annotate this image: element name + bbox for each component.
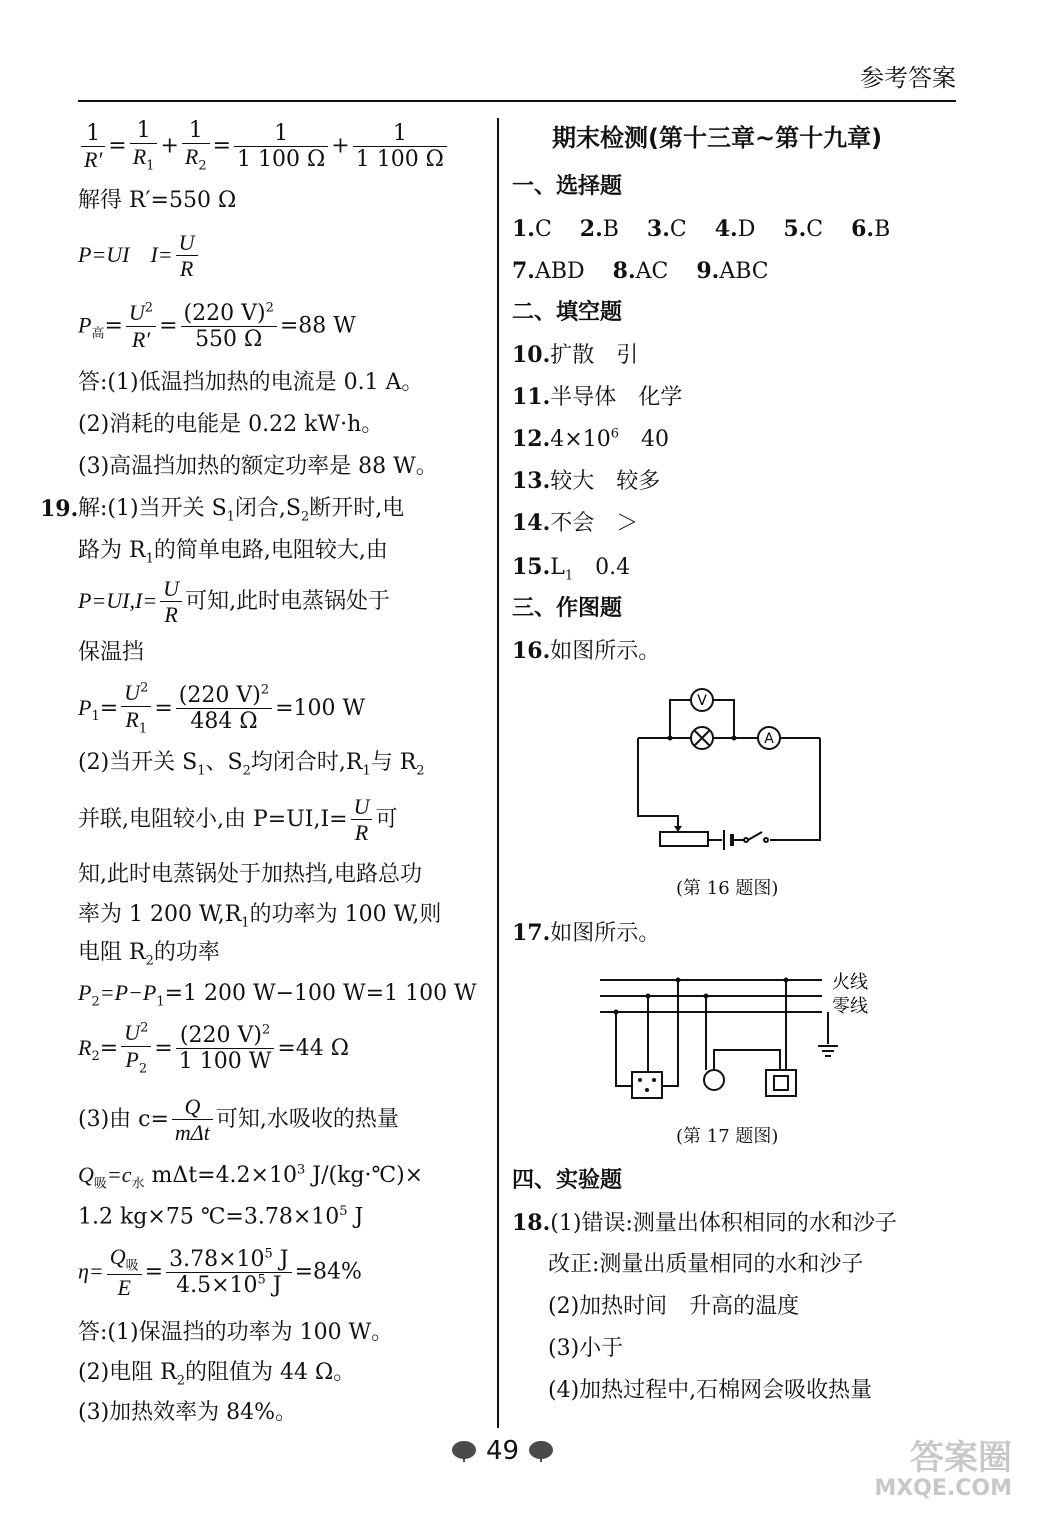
q19-line: 路为 $R_1$的简单电路,电阻较大,由 (78, 538, 388, 567)
figure-caption: (第 17 题图) (676, 1126, 779, 1147)
mc-answers-row: 7.ABD 8.AC 9.ABC (512, 258, 769, 284)
answer-item: 改正:测量出质量相同的水和沙子 (548, 1252, 864, 1277)
q19-line: 知,此时电蒸锅处于加热挡,电路总功 (78, 862, 422, 887)
svg-text:火线: 火线 (832, 972, 868, 993)
answer-line: (2)电阻 $R_2$的阻值为 44 Ω。 (78, 1360, 356, 1389)
answer-item: 18.(1)错误:测量出体积相同的水和沙子 (512, 1210, 897, 1236)
svg-text:V: V (697, 693, 707, 709)
equation-heat-2: 1.2 kg×75 $℃=3.78\times 10^5$ J (78, 1204, 364, 1230)
answer-item: (3)小于 (548, 1336, 624, 1361)
answer-item: 17.如图所示。 (512, 920, 661, 946)
answer-line: (2)消耗的电能是 0.22 kW·h。 (78, 412, 384, 437)
leaf-icon (527, 1439, 555, 1463)
equation-p-high: $P_高=$ $\frac{U^2}{R'}$ = $\frac{(220 V)^2}{550 \Omega}$ =88 W (78, 300, 356, 353)
answer-item: (2)加热时间 升高的温度 (548, 1294, 800, 1319)
equation-p2: $P_2=P-P_1=1$ 200 W−100 W=1 100 W (78, 980, 477, 1010)
q19-line: 保温挡 (78, 640, 145, 665)
wiring-diagram-17 (590, 966, 890, 1106)
q19-line: 解:(1)当开关 $S_1$闭合$,S_2$断开时,电 (78, 496, 405, 525)
q19-line: P=UI,I= $\frac{U}{R}$ 可知,此时电蒸锅处于 (78, 576, 391, 628)
answer-item: (4)加热过程中,石棉网会吸收热量 (548, 1378, 873, 1403)
answer-line: 答:(1)保温挡的功率为 100 W。 (78, 1320, 394, 1345)
section-heading: 二、填空题 (512, 300, 623, 325)
answer-item: 16.如图所示。 (512, 638, 661, 664)
page-number (450, 1436, 555, 1466)
mc-answers-row: 1.C 2.B 3.C 4.D 5.C 6.B (512, 216, 891, 242)
q19-line: 电阻 $R_2$的功率 (78, 940, 220, 969)
column-divider (497, 118, 499, 1428)
q19-line: (2)当开关 $S_1$、$S_2$均闭合时$,R_1$与 $R_2$ (78, 750, 425, 779)
page-number-text: 49 (486, 1436, 520, 1466)
equation-parallel-resistance: $\frac{1}{R'}$ = $\frac{1}{R_1}$ + $\frac{1}{R_2}$ = $\frac{1}{1 100 \Omega}$ + $\frac{1}{1 100 \Omega}$ (78, 118, 450, 175)
equation-efficiency: η= $\frac{Q_吸}{E}$ = $\frac{3.78\times 10^5 J}{4.5\times 10^5 J}$ =84% (78, 1244, 362, 1301)
watermark: 答案圈 MXQE.COM (874, 1438, 1012, 1502)
answer-item: 10.扩散 引 (512, 342, 639, 368)
circuit-diagram-16 (620, 680, 840, 860)
answer-item: 14.不会 ＞ (512, 510, 639, 536)
answer-line: 答:(1)低温挡加热的电流是 0.1 A。 (78, 370, 424, 395)
q19-line: (3)由 c= $\frac{Q}{\text{mΔt}}$ 可知,水吸收的热量 (78, 1094, 399, 1146)
section-heading: 四、实验题 (512, 1168, 623, 1193)
svg-text:零线: 零线 (832, 996, 868, 1017)
question-number: 19. (40, 496, 79, 522)
answer-item: 13.较大 较多 (512, 468, 661, 494)
equation-r2: $R_2=$ $\frac{U^2}{P_2}$ = $\frac{(220 V)^2}{1 100 W}$ =44 Ω (78, 1020, 350, 1077)
answer-item: $15.L_1$ 0.4 (512, 554, 631, 584)
section-heading: 一、选择题 (512, 174, 623, 199)
figure-caption: (第 16 题图) (676, 878, 779, 899)
equation-power: P=UI I= $\frac{U}{R}$ (78, 230, 201, 282)
answer-line: (3)加热效率为 84%。 (78, 1400, 298, 1425)
answer-line: (3)高温挡加热的额定功率是 88 W。 (78, 454, 438, 479)
equation-p1: $P_1=$ $\frac{U^2}{R_1}$ = $\frac{(220 V)^2}{484 \Omega}$ =100 W (78, 680, 366, 737)
q19-line: 并联,电阻较小,由 P=UI,I= $\frac{U}{R}$ 可 (78, 794, 398, 846)
header-rule (78, 100, 956, 102)
equation-heat: $Q_吸=c_水$ $m\Delta t=4.2\times 10^3$ J/(kg·℃)× (78, 1162, 424, 1192)
header-title: 参考答案 (860, 64, 956, 92)
answer-item: $12.4\times 10^6$ 40 (512, 426, 669, 452)
section-title: 期末检测(第十三章~第十九章) (552, 124, 883, 152)
solve-line: 解得 R′=550 Ω (78, 188, 237, 213)
svg-text:A: A (764, 731, 774, 747)
q19-line: 率为 1 200 $W,R_1$的功率为 100 W,则 (78, 902, 442, 931)
leaf-icon (450, 1439, 478, 1463)
section-heading: 三、作图题 (512, 596, 623, 621)
answer-item: 11.半导体 化学 (512, 384, 683, 410)
